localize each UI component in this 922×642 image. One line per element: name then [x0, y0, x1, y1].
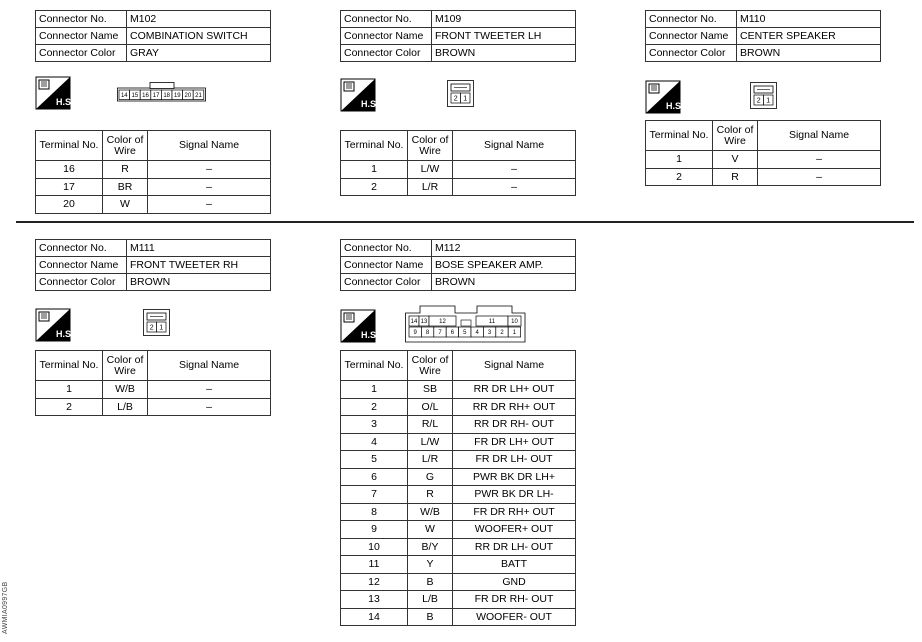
connector-face-m111 [143, 309, 171, 342]
table-row [341, 503, 576, 521]
wire-color-cell: Y [408, 556, 453, 574]
pin-label: 19 [173, 92, 181, 99]
signal-name-cell: FR DR RH- OUT [453, 591, 576, 609]
connector-face-m110 [750, 82, 778, 115]
signal-name-cell: – [148, 398, 271, 416]
terminal-no-cell: 14 [341, 608, 408, 626]
connector-name-label: Connector Name [36, 257, 127, 274]
table-row [341, 433, 576, 451]
table-row [341, 398, 576, 416]
terminal-no-header: Terminal No. [36, 131, 103, 161]
wire-color-cell: BR [103, 178, 148, 196]
hs-label: H.S. [56, 97, 74, 107]
table-row [341, 416, 576, 434]
hs-label: H.S. [361, 99, 379, 109]
table-row [341, 381, 576, 399]
signal-name-header: Signal Name [453, 131, 576, 161]
connector-no-label: Connector No. [646, 11, 737, 28]
signal-name-header: Signal Name [453, 351, 576, 381]
pin-label: 1 [463, 95, 468, 103]
pin-label: 21 [195, 92, 202, 99]
signal-name-cell: WOOFER- OUT [453, 608, 576, 626]
pin-label: 18 [163, 92, 171, 99]
signal-name-cell: FR DR LH- OUT [453, 451, 576, 469]
hs-label: H.S. [361, 330, 379, 340]
pin-label: 1 [159, 324, 164, 332]
table-row [341, 161, 576, 179]
terminal-no-cell: 1 [36, 381, 103, 399]
terminal-no-cell: 16 [36, 161, 103, 179]
connector-color-value: BROWN [432, 274, 576, 291]
table-row [341, 521, 576, 539]
connector-block-m111 [35, 239, 271, 291]
connector-name-value: FRONT TWEETER RH [127, 257, 271, 274]
table-row [646, 151, 881, 169]
connector-color-value: BROWN [127, 274, 271, 291]
wire-color-cell: L/B [103, 398, 148, 416]
terminal-no-cell: 1 [341, 161, 408, 179]
terminal-table-m112 [340, 350, 576, 626]
connector-no-label: Connector No. [341, 240, 432, 257]
connector-name-label: Connector Name [36, 28, 127, 45]
signal-name-cell: – [758, 168, 881, 186]
pin-label: 8 [425, 330, 430, 337]
connector-block-m110 [645, 10, 881, 62]
pin-label: 20 [184, 92, 192, 99]
section-divider [16, 221, 914, 223]
connector-block-m112 [340, 239, 576, 291]
signal-name-cell: GND [453, 573, 576, 591]
color-of-wire-header: Color of Wire [103, 131, 148, 161]
connector-no-value: M110 [737, 11, 881, 28]
color-of-wire-header: Color of Wire [713, 121, 758, 151]
connector-name-value: FRONT TWEETER LH [432, 28, 576, 45]
terminal-no-cell: 20 [36, 196, 103, 214]
signal-name-cell: RR DR RH- OUT [453, 416, 576, 434]
color-of-wire-header: Color of Wire [408, 351, 453, 381]
connector-block-m102 [35, 10, 271, 62]
wire-color-cell: B/Y [408, 538, 453, 556]
signal-name-cell: FR DR RH+ OUT [453, 503, 576, 521]
terminal-no-header: Terminal No. [341, 131, 408, 161]
table-row [341, 556, 576, 574]
connector-color-value: BROWN [432, 45, 576, 62]
wire-color-cell: L/R [408, 451, 453, 469]
connector-info-table [35, 239, 271, 291]
connector-color-value: BROWN [737, 45, 881, 62]
connector-no-label: Connector No. [36, 240, 127, 257]
terminal-no-cell: 10 [341, 538, 408, 556]
table-row [646, 168, 881, 186]
signal-name-cell: PWR BK DR LH- [453, 486, 576, 504]
wire-color-cell: W [103, 196, 148, 214]
pin-label: 14 [410, 319, 418, 326]
terminal-no-header: Terminal No. [646, 121, 713, 151]
wire-color-cell: SB [408, 381, 453, 399]
connector-info-table [35, 10, 271, 62]
connector-name-value: BOSE SPEAKER AMP. [432, 257, 576, 274]
signal-name-cell: PWR BK DR LH+ [453, 468, 576, 486]
harness-side-icon [341, 310, 379, 342]
table-row [341, 608, 576, 626]
pin-label: 1 [512, 330, 517, 337]
pin-label: 1 [766, 97, 771, 105]
pin-label: 16 [142, 92, 149, 99]
terminal-no-header: Terminal No. [341, 351, 408, 381]
table-row [341, 451, 576, 469]
terminal-no-cell: 7 [341, 486, 408, 504]
connector-no-value: M109 [432, 11, 576, 28]
signal-name-cell: FR DR LH+ OUT [453, 433, 576, 451]
signal-name-cell: – [148, 178, 271, 196]
pin-label: 2 [500, 330, 504, 337]
signal-name-cell: BATT [453, 556, 576, 574]
signal-name-cell: WOOFER+ OUT [453, 521, 576, 539]
signal-name-cell: RR DR LH- OUT [453, 538, 576, 556]
connector-color-label: Connector Color [36, 274, 127, 291]
terminal-no-cell: 1 [341, 381, 408, 399]
terminal-no-cell: 2 [341, 398, 408, 416]
connector-no-label: Connector No. [341, 11, 432, 28]
table-row [341, 573, 576, 591]
wire-color-cell: R [408, 486, 453, 504]
signal-name-cell: RR DR LH+ OUT [453, 381, 576, 399]
pin-label: 9 [413, 330, 417, 337]
connector-block-m109 [340, 10, 576, 62]
wire-color-cell: W/B [103, 381, 148, 399]
connector-color-label: Connector Color [646, 45, 737, 62]
table-row [341, 486, 576, 504]
wire-color-cell: L/W [408, 161, 453, 179]
pin-label: 3 [487, 330, 492, 337]
pin-label: 14 [120, 92, 128, 99]
table-row [36, 161, 271, 179]
signal-name-cell: – [148, 381, 271, 399]
pin-label: 15 [131, 92, 139, 99]
connector-name-label: Connector Name [646, 28, 737, 45]
table-row [341, 538, 576, 556]
table-row [36, 196, 271, 214]
harness-side-icon [36, 77, 74, 109]
pin-label: 6 [450, 330, 455, 337]
connector-no-value: M112 [432, 240, 576, 257]
wire-color-cell: R [103, 161, 148, 179]
connector-face-m109 [447, 80, 475, 113]
pin-label: 4 [475, 330, 479, 337]
connector-name-value: COMBINATION SWITCH [127, 28, 271, 45]
wire-color-cell: O/L [408, 398, 453, 416]
terminal-no-cell: 2 [341, 178, 408, 196]
signal-name-cell: RR DR RH+ OUT [453, 398, 576, 416]
table-row [341, 468, 576, 486]
table-row [36, 178, 271, 196]
hs-label: H.S. [56, 329, 74, 339]
wire-color-cell: B [408, 608, 453, 626]
connector-color-label: Connector Color [341, 45, 432, 62]
terminal-table-m111 [35, 350, 271, 416]
connector-face-m102 [117, 82, 207, 107]
terminal-no-cell: 13 [341, 591, 408, 609]
connector-name-label: Connector Name [341, 28, 432, 45]
harness-side-icon [341, 79, 379, 111]
connector-no-value: M102 [127, 11, 271, 28]
terminal-no-cell: 6 [341, 468, 408, 486]
pin-label: 7 [438, 330, 442, 337]
wire-color-cell: L/W [408, 433, 453, 451]
wire-color-cell: L/B [408, 591, 453, 609]
connector-no-value: M111 [127, 240, 271, 257]
terminal-no-header: Terminal No. [36, 351, 103, 381]
wire-color-cell: B [408, 573, 453, 591]
terminal-no-cell: 3 [341, 416, 408, 434]
signal-name-header: Signal Name [758, 121, 881, 151]
pin-label: 12 [439, 319, 446, 326]
table-row [36, 398, 271, 416]
wire-color-cell: R [713, 168, 758, 186]
terminal-no-cell: 1 [646, 151, 713, 169]
pin-label: 17 [152, 92, 160, 99]
hs-label: H.S. [666, 101, 684, 111]
terminal-no-cell: 12 [341, 573, 408, 591]
connector-info-table [645, 10, 881, 62]
terminal-table-m102 [35, 130, 271, 214]
table-row [36, 381, 271, 399]
terminal-no-cell: 5 [341, 451, 408, 469]
terminal-no-cell: 2 [646, 168, 713, 186]
connector-color-label: Connector Color [36, 45, 127, 62]
connector-name-value: CENTER SPEAKER [737, 28, 881, 45]
terminal-no-cell: 4 [341, 433, 408, 451]
signal-name-cell: – [148, 161, 271, 179]
terminal-no-cell: 8 [341, 503, 408, 521]
signal-name-cell: – [148, 196, 271, 214]
terminal-no-cell: 11 [341, 556, 408, 574]
wire-color-cell: L/R [408, 178, 453, 196]
connector-name-label: Connector Name [341, 257, 432, 274]
wire-color-cell: G [408, 468, 453, 486]
connector-color-label: Connector Color [341, 274, 432, 291]
pin-label: 5 [463, 330, 467, 337]
table-row [341, 178, 576, 196]
wire-color-cell: V [713, 151, 758, 169]
pin-label: 11 [488, 319, 496, 326]
terminal-no-cell: 9 [341, 521, 408, 539]
connector-info-table [340, 239, 576, 291]
wire-color-cell: W/B [408, 503, 453, 521]
pin-label: 2 [149, 324, 154, 332]
color-of-wire-header: Color of Wire [103, 351, 148, 381]
connector-color-value: GRAY [127, 45, 271, 62]
wire-color-cell: R/L [408, 416, 453, 434]
signal-name-cell: – [758, 151, 881, 169]
wire-color-cell: W [408, 521, 453, 539]
signal-name-header: Signal Name [148, 351, 271, 381]
harness-side-icon [36, 309, 74, 341]
figure-id: AWMIA0997GB [2, 581, 9, 634]
pin-label: 10 [511, 319, 518, 326]
pin-label: 2 [453, 95, 458, 103]
terminal-table-m109 [340, 130, 576, 196]
terminal-no-cell: 17 [36, 178, 103, 196]
color-of-wire-header: Color of Wire [408, 131, 453, 161]
signal-name-header: Signal Name [148, 131, 271, 161]
terminal-table-m110 [645, 120, 881, 186]
connector-face-m112 [405, 305, 527, 348]
terminal-no-cell: 2 [36, 398, 103, 416]
signal-name-cell: – [453, 161, 576, 179]
table-row [341, 591, 576, 609]
signal-name-cell: – [453, 178, 576, 196]
pin-label: 2 [756, 97, 761, 105]
connector-info-table [340, 10, 576, 62]
pin-label: 13 [420, 319, 428, 326]
harness-side-icon [646, 81, 684, 113]
connector-no-label: Connector No. [36, 11, 127, 28]
